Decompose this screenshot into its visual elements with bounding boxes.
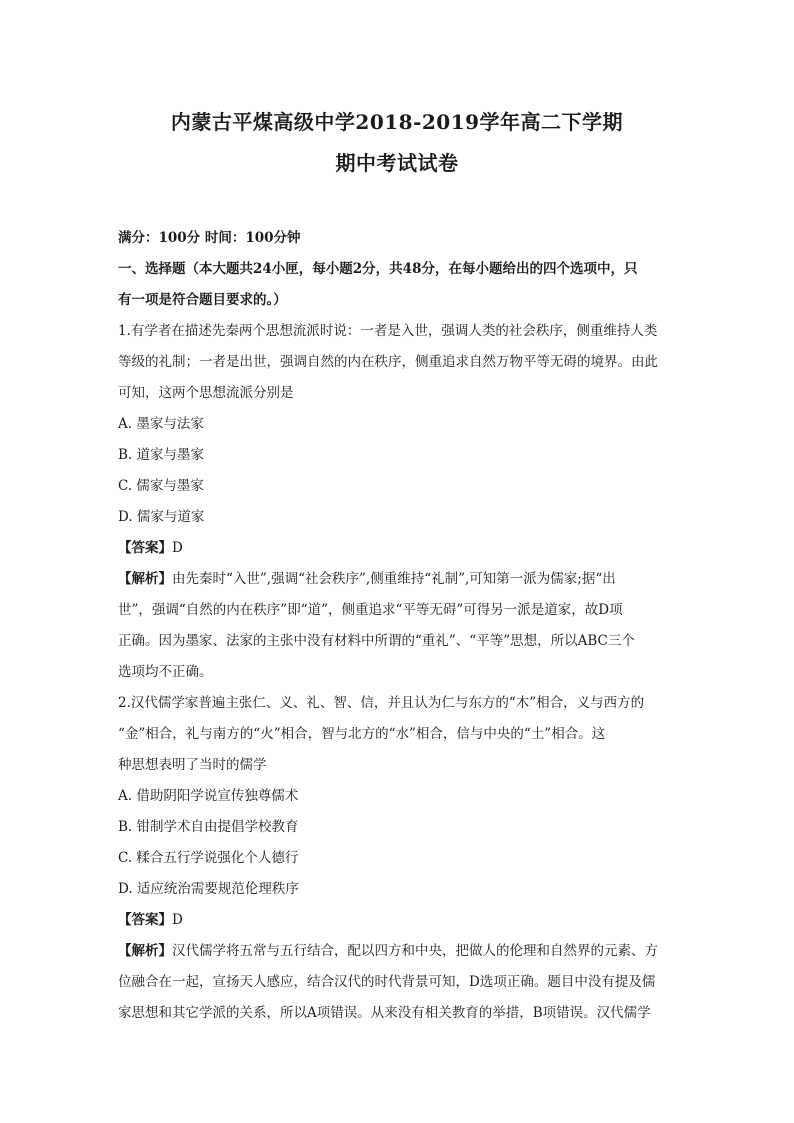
q1-option-d: D. 儒家与道家: [118, 509, 205, 525]
q2-analysis-line3: 家思想和其它学派的关系，所以A项错误。从来没有相关教育的举措，B项错误。汉代儒学: [118, 1005, 651, 1021]
q2-analysis-tag: 【解析】: [118, 943, 172, 959]
q1-answer: [118, 533, 683, 564]
q2-analysis-text1: 汉代儒学将五常与五行结合，配以四方和中央，把做人的伦理和自然界的元素、方: [172, 943, 658, 959]
q2-option-c: C. 糅合五行学说强化个人德行: [118, 850, 299, 866]
q1-stem-line3: 可知，这两个思想流派分别是: [118, 385, 294, 401]
q1-analysis-line1: [118, 564, 683, 595]
q1-analysis-text1: 由先秦时“入世”,强调“社会秩序”,侧重维持“礼制”,可知第一派为儒家;据“出: [172, 571, 616, 587]
document-body: [118, 223, 683, 1029]
q1-option-c: C. 儒家与墨家: [118, 478, 204, 494]
document-title-line2: 期中考试试卷: [335, 151, 459, 175]
q2-option-b: B. 钳制学术自由提倡学校教育: [118, 819, 299, 835]
q2-stem-line2: “金”相合，礼与南方的“火”相合，智与北方的“水”相合，信与中央的“土”相合。这: [118, 726, 606, 742]
q1-analysis-line4: 选项均不正确。: [118, 664, 213, 680]
q2-option-d: D. 适应统治需要规范伦理秩序: [118, 881, 299, 897]
q1-stem-line2: 等级的礼制；一者是出世，强调自然的内在秩序，侧重追求自然万物平等无碍的境界。由此: [118, 354, 658, 370]
q2-answer-value: D: [172, 912, 183, 928]
q2-option-a: A. 借助阴阳学说宣传独尊儒术: [118, 788, 299, 804]
q2-analysis-line1: [118, 936, 683, 967]
q2-answer-tag: 【答案】: [118, 912, 172, 928]
q1-answer-value: D: [172, 540, 183, 556]
q1-option-b: B. 道家与墨家: [118, 447, 205, 463]
section-heading-line2: 有一项是符合题目要求的。）: [118, 292, 287, 308]
q2-answer: [118, 905, 683, 936]
q2-analysis-line2: 位融合在一起，宣扬天人感应，结合汉代的时代背景可知，D选项正确。题目中没有提及儒: [118, 974, 656, 990]
document-title-line1: 内蒙古平煤高级中学2018-2019学年高二下学期: [170, 110, 624, 134]
q2-stem-line3: 种思想表明了当时的儒学: [118, 757, 267, 773]
q1-answer-tag: 【答案】: [118, 540, 172, 556]
q1-analysis-tag: 【解析】: [118, 571, 172, 587]
q1-analysis-line2: 世”，强调“自然的内在秩序”即“道”，侧重追求“平等无碍”可得另一派是道家，故D项: [118, 602, 623, 618]
score-time-info: 满分：100分 时间：100分钟: [118, 230, 301, 246]
q1-analysis-line3: 正确。因为墨家、法家的主张中没有材料中所谓的“重礼”、“平等”思想，所以ABC三个: [118, 633, 635, 649]
section-heading-line1: 一、选择题（本大题共24小匣，每小题2分，共48分，在每小题给出的四个选项中，只: [118, 261, 638, 277]
q1-stem-line1: 1.有学者在描述先秦两个思想流派时说：一者是入世，强调人类的社会秩序，侧重维持人类: [118, 323, 658, 339]
q2-stem-line1: 2.汉代儒学家普遍主张仁、义、礼、智、信，并且认为仁与东方的“木”相合，义与西方的: [118, 695, 645, 711]
q1-option-a: A. 墨家与法家: [118, 416, 204, 432]
